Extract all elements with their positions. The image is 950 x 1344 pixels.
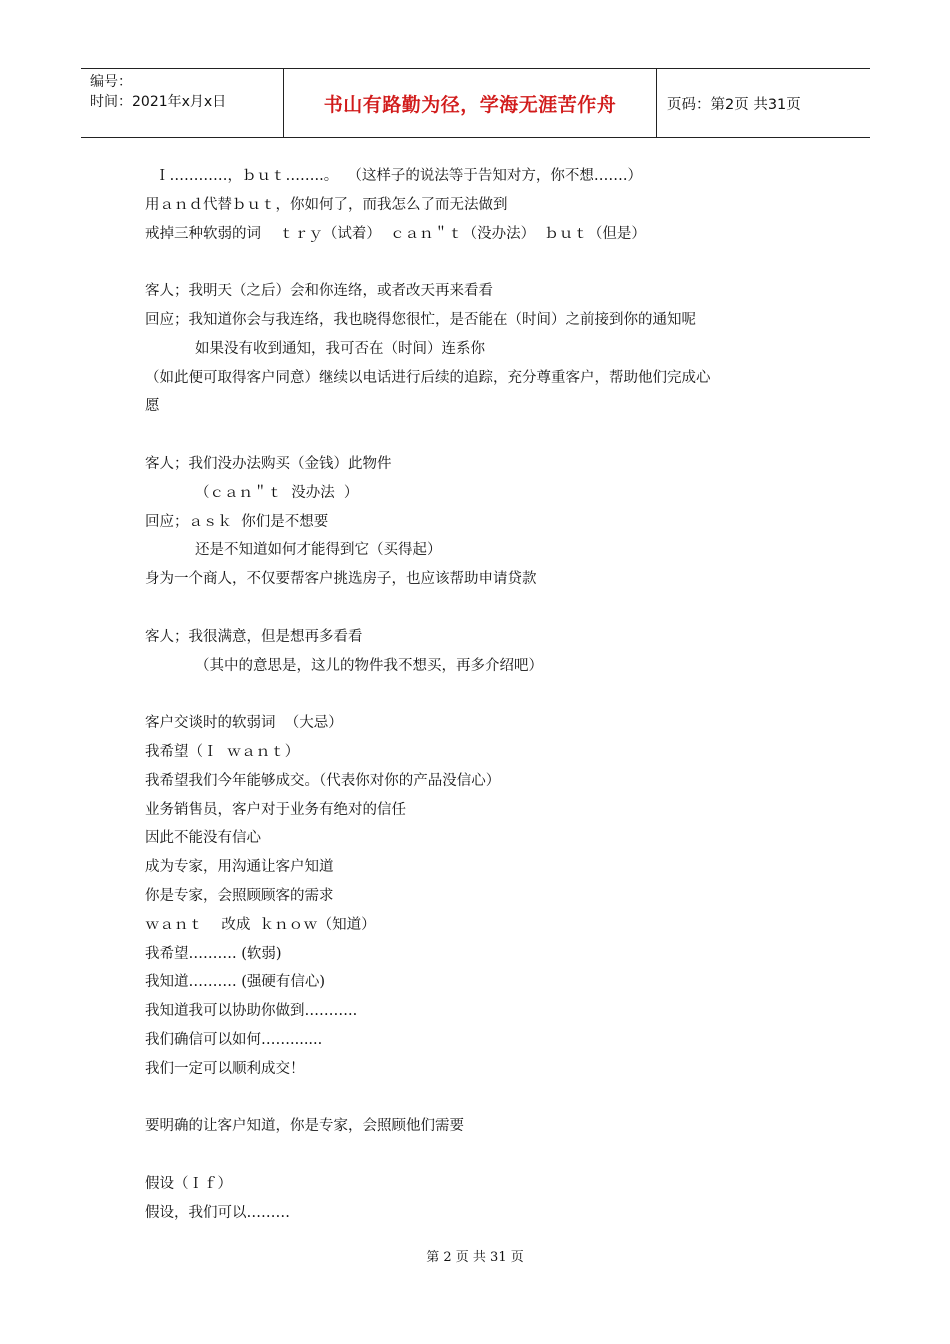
text-line: ｗａｎｔ 改成 ｋｎｏｗ（知道） [145,916,376,933]
text-line: 业务销售员，客户对于业务有绝对的信任 [145,801,406,818]
text-line: （其中的意思是，这儿的物件我不想买，再多介绍吧） [195,657,543,674]
text-line: 用ａｎｄ代替ｂｕｔ，你如何了，而我怎么了而无法做到 [145,196,508,213]
text-line: Ｉ…………，ｂｕｔ……..。 （这样子的说法等于告知对方，你不想…….） [155,168,643,184]
document-number: 编号： [90,74,132,90]
header-motto-cell [283,69,657,137]
text-line: 我知道我可以协助你做到……….. [145,1003,358,1020]
text-line: （ｃａｎ＂ｔ 没办法 ） [195,484,359,501]
footer-page-number: 第 2 页 共 31 页 [426,1250,524,1265]
text-line: 客户交谈时的软弱词 （大忌） [145,715,343,732]
header-meta [81,69,283,137]
text-line: 我们确信可以如何……....... [145,1031,323,1048]
motto-text: 书山有路勤为径，学海无涯苦作舟 [323,93,617,116]
text-line: 回应；ａｓｋ 你们是不想要 [145,513,329,530]
text-line: 如果没有收到通知，我可否在（时间）连系你 [195,340,485,357]
header-page-info [657,69,870,137]
text-line: 假设（Ｉｆ） [145,1175,232,1192]
text-line: 身为一个商人，不仅要帮客户挑选房子，也应该帮助申请贷款 [145,571,537,588]
text-line: 因此不能没有信心 [145,830,261,847]
text-line: 我知道………. (强硬有信心) [145,974,326,991]
text-line: 戒掉三种软弱的词 ｔｒｙ（试着） ｃａｎ＂ｔ（没办法） ｂｕｔ（但是） [145,225,646,242]
blank-line [145,248,825,277]
text-line: 假设，我们可以……… [145,1204,290,1221]
blank-line [145,421,825,450]
text-line: 要明确的让客户知道，你是专家，会照顾他们需要 [145,1118,464,1135]
document-body [145,162,825,1227]
text-line: 还是不知道如何才能得到它（买得起） [195,542,442,559]
blank-line [145,1084,825,1113]
text-line: 客人；我很满意，但是想再多看看 [145,628,363,645]
page-header [81,68,870,138]
blank-line [145,680,825,709]
text-line: 回应；我知道你会与我连络，我也晓得您很忙，是否能在（时间）之前接到你的通知呢 [145,311,696,328]
text-line: 我们一定可以顺利成交！ [145,1060,305,1077]
text-line: 我希望我们今年能够成交。（代表你对你的产品没信心） [145,772,501,789]
text-line: 客人；我们没办法购买（金钱）此物件 [145,455,392,472]
text-line: 成为专家，用沟通让客户知道 [145,859,334,876]
text-line: 你是专家，会照顾顾客的需求 [145,887,334,904]
text-line: 愿 [145,398,160,415]
text-line: （如此便可取得客户同意）继续以电话进行后续的追踪，充分尊重客户，帮助他们完成心 [145,369,711,386]
document-time: 时间：2021年x月x日 [90,94,227,110]
page-footer [0,1246,950,1265]
blank-line [145,594,825,623]
text-line: 我希望（Ｉ ｗａｎｔ） [145,743,300,760]
text-line: 客人；我明天（之后）会和你连络，或者改天再来看看 [145,283,493,300]
blank-line [145,1141,825,1170]
text-line: 我希望………. (软弱) [145,945,282,962]
page-info-text: 页码：第2页 共31页 [667,96,801,113]
